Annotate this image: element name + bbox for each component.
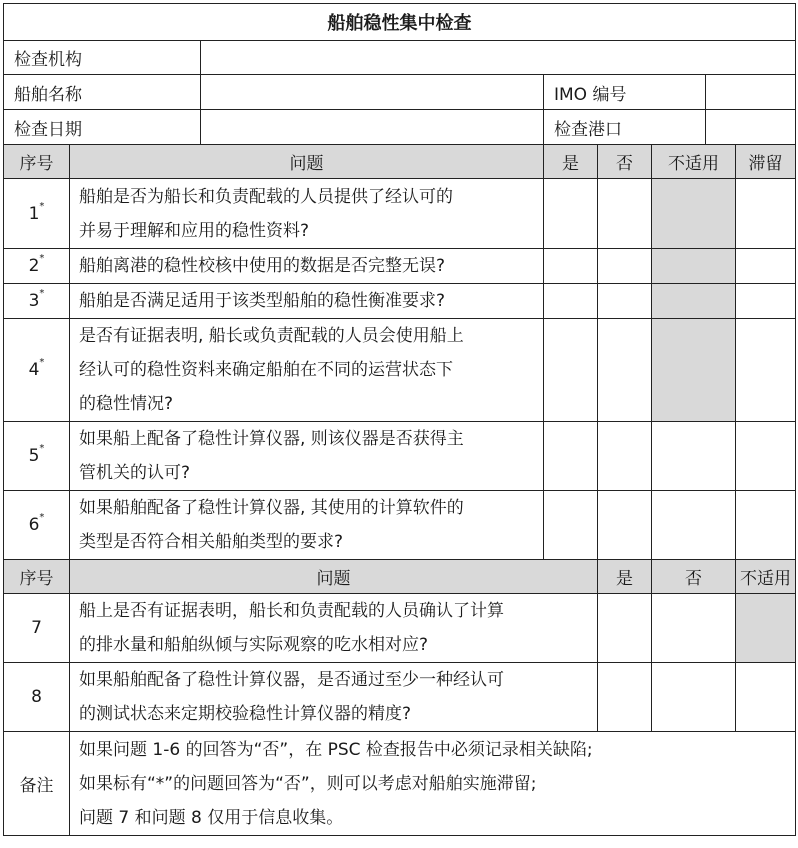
na-cell-disabled [652,284,736,319]
col-detention-header: 滞留 [736,145,796,179]
question-row-8 [4,663,796,732]
yes-cell[interactable] [544,284,598,319]
question-row-2 [4,249,796,284]
yes-cell[interactable] [544,422,598,491]
col-no-header: 序号 [4,145,70,179]
stability-checklist-table [3,3,796,836]
question-text: 船上是否有证据表明，船长和负责配载的人员确认了计算 的排水量和船舶纵倾与实际观察的吃水相对应? [70,594,598,663]
question-number: 5* [4,422,70,491]
col-no-header: 序号 [4,560,70,594]
question-row-3 [4,284,796,319]
remarks-label: 备注 [4,732,70,836]
detention-cell[interactable] [736,284,796,319]
inspection-port-field[interactable] [706,110,796,145]
no-cell[interactable] [652,663,736,732]
question-text: 是否有证据表明, 船长或负责配载的人员会使用船上 经认可的稳性资料来确定船舶在不同的运营状态下 的稳性情况? [70,319,544,422]
yes-cell[interactable] [544,179,598,249]
ship-name-label: 船舶名称 [4,75,201,110]
ship-name-field[interactable] [201,75,544,110]
col-no-answer-header: 否 [598,145,652,179]
question-row-7 [4,594,796,663]
question-row-5 [4,422,796,491]
na-cell[interactable] [652,491,736,560]
col-no-answer-header: 否 [652,560,736,594]
question-number: 7 [4,594,70,663]
na-cell-disabled [652,179,736,249]
question-text: 如果船上配备了稳性计算仪器, 则该仪器是否获得主 管机关的认可? [70,422,544,491]
question-row-4 [4,319,796,422]
header-row-2 [4,560,796,594]
remarks-text: 如果问题 1-6 的回答为“否”，在 PSC 检查报告中必须记录相关缺陷; 如果标有“*”的问题回答为“否”，则可以考虑对船舶实施滞留; 问题 7 和问题 8 仅用于信息收集。 [70,732,796,836]
imo-number-field[interactable] [706,75,796,110]
header-row-1 [4,145,796,179]
col-yes-header: 是 [544,145,598,179]
inspection-body-field[interactable] [201,41,796,75]
question-text: 船舶是否满足适用于该类型船舶的稳性衡准要求? [70,284,544,319]
no-cell[interactable] [598,422,652,491]
question-text: 如果船舶配备了稳性计算仪器，是否通过至少一种经认可 的测试状态来定期校验稳性计算仪器的精度? [70,663,598,732]
na-cell[interactable] [736,663,796,732]
yes-cell[interactable] [544,319,598,422]
col-na-header: 不适用 [736,560,796,594]
question-row-1 [4,179,796,249]
col-question-header: 问题 [70,560,598,594]
question-number: 1* [4,179,70,249]
remarks-row [4,732,796,836]
question-number: 2* [4,249,70,284]
na-cell-disabled [652,319,736,422]
question-number: 6* [4,491,70,560]
col-yes-header: 是 [598,560,652,594]
inspection-body-label: 检查机构 [4,41,201,75]
na-cell-disabled [652,249,736,284]
question-number: 4* [4,319,70,422]
no-cell[interactable] [598,319,652,422]
col-na-header: 不适用 [652,145,736,179]
question-text: 船舶是否为船长和负责配载的人员提供了经认可的 并易于理解和应用的稳性资料? [70,179,544,249]
detention-cell[interactable] [736,319,796,422]
na-cell-disabled [736,594,796,663]
yes-cell[interactable] [544,249,598,284]
detention-cell[interactable] [736,491,796,560]
inspection-port-label: 检查港口 [544,110,706,145]
yes-cell[interactable] [598,663,652,732]
yes-cell[interactable] [544,491,598,560]
no-cell[interactable] [598,284,652,319]
question-text: 如果船舶配备了稳性计算仪器, 其使用的计算软件的 类型是否符合相关船舶类型的要求? [70,491,544,560]
detention-cell[interactable] [736,179,796,249]
question-text: 船舶离港的稳性校核中使用的数据是否完整无误? [70,249,544,284]
detention-cell[interactable] [736,249,796,284]
detention-cell[interactable] [736,422,796,491]
question-row-6 [4,491,796,560]
no-cell[interactable] [652,594,736,663]
no-cell[interactable] [598,491,652,560]
imo-number-label: IMO 编号 [544,75,706,110]
inspection-date-field[interactable] [201,110,544,145]
col-question-header: 问题 [70,145,544,179]
question-number: 3* [4,284,70,319]
no-cell[interactable] [598,179,652,249]
yes-cell[interactable] [598,594,652,663]
page-title: 船舶稳性集中检查 [4,4,796,41]
na-cell[interactable] [652,422,736,491]
no-cell[interactable] [598,249,652,284]
question-number: 8 [4,663,70,732]
inspection-date-label: 检查日期 [4,110,201,145]
